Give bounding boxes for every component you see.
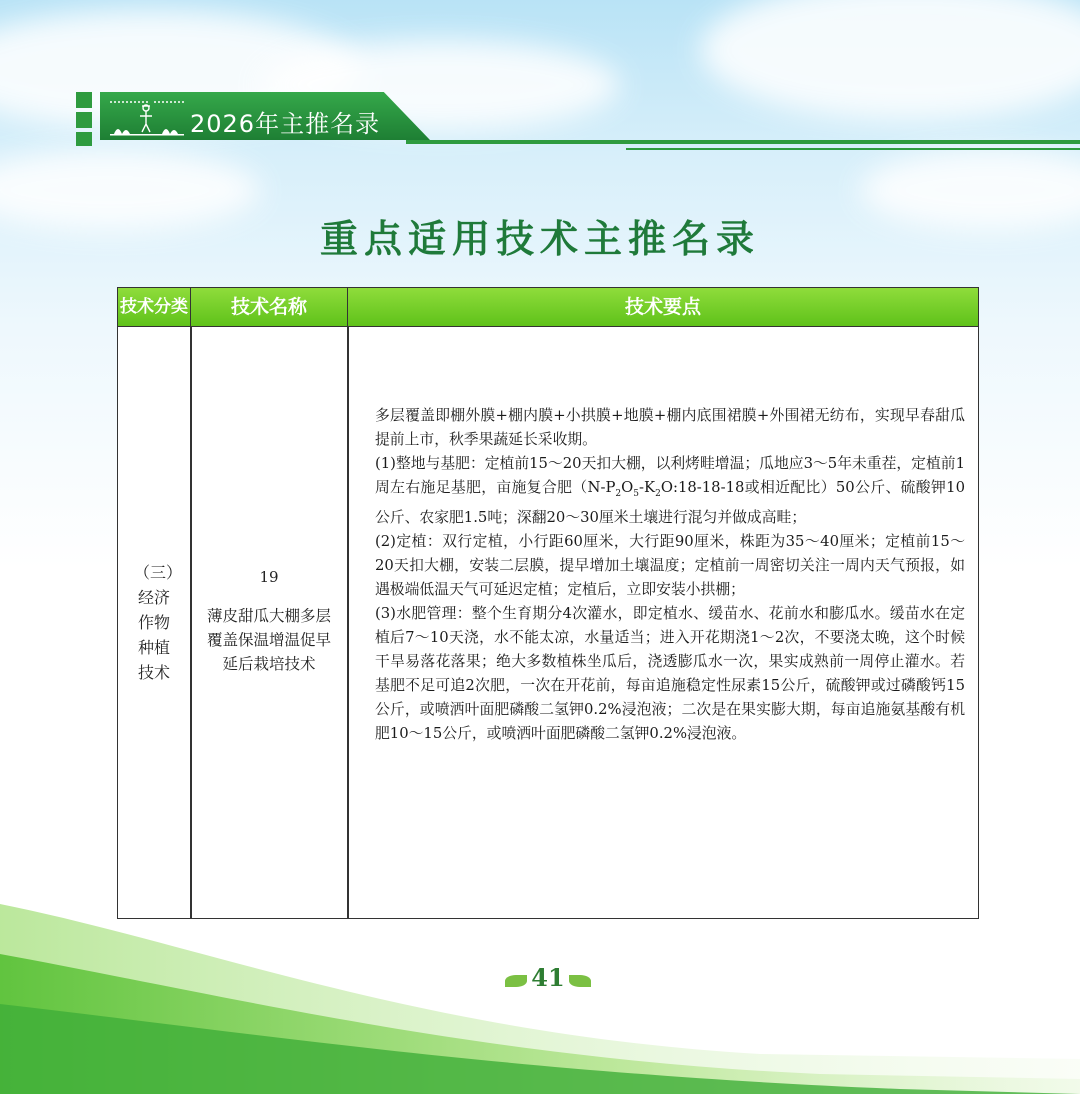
tech-number: 19 <box>259 567 279 586</box>
header-rule-thin <box>626 148 1080 150</box>
leaf-icon <box>505 975 527 987</box>
section-header <box>76 92 1080 148</box>
page-number: 41 <box>531 963 565 992</box>
header-rule <box>406 140 1080 144</box>
points-paragraph: 多层覆盖即棚外膜+棚内膜+小拱膜+地膜+棚内底围裙膜+外围裙无纺布，实现早春甜瓜提前上市，秋季果蔬延长采收期。 <box>375 407 965 448</box>
header-points: 技术要点 <box>347 288 978 327</box>
points-paragraph: (3)水肥管理：整个生育期分4次灌水，即定植水、缓苗水、花前水和膨瓜水。缓苗水在定植后7～10天浇，水不能太凉，水量适当；进入开花期浇1～2次，不要浇太晚，这个时候干旱易落花落果；绝大多数植株坐瓜后，浇透膨瓜水一次，果实成熟前一周停止灌水。若基肥不足可追2次肥，一次在开花前，每亩追施稳定性尿素15公斤，硫酸钾或过磷酸钙15公斤，或喷洒叶面肥磷酸二氢钾0.2%浸泡液；二次是在果实膨大期，每亩追施氨基酸有机肥10～15公斤，或喷洒叶面肥磷酸二氢钾0.2%浸泡液。 <box>375 604 965 742</box>
header-decor-blocks <box>76 92 94 148</box>
tech-name: 薄皮甜瓜大棚多层覆盖保温增温促早延后栽培技术 <box>206 606 331 673</box>
table-header-row <box>118 288 978 327</box>
name-cell <box>191 327 347 918</box>
column-divider <box>347 327 349 918</box>
page-number-badge <box>505 963 591 997</box>
header-category: 技术分类 <box>120 297 188 317</box>
tech-table <box>117 287 979 919</box>
points-paragraph: (1)整地与基肥：定植前15～20天扣大棚，以利烤畦增温；瓜地应3～5年未重茬，定植前1周左右施足基肥，亩施复合肥（$N-P_2O_5-K_2O:18-18-18$或相近配比）50公斤、硫酸钾10公斤、农家肥1.5吨；深翻20～30厘米土壤进行混匀并做成高畦； <box>375 455 965 526</box>
category-cell <box>118 327 190 918</box>
points-paragraph: (2)定植：双行定植，小行距60厘米，大行距90厘米，株距为35～40厘米；定植前15～20天扣大棚，安装二层膜，提早增加土壤温度；定植前一周密切关注一周内天气预报，如遇极端低温天气可延迟定植；定植后，立即安装小拱棚； <box>375 532 965 598</box>
farmer-field-icon <box>108 94 186 138</box>
leaf-icon <box>569 975 591 987</box>
points-cell <box>375 404 965 746</box>
category-text: （三） 经济 作物 种植 技术 <box>134 563 183 682</box>
page-title: 重点适用技术主推名录 <box>319 217 760 261</box>
section-label: 2026年主推名录 <box>190 110 381 138</box>
header-name: 技术名称 <box>190 288 347 327</box>
